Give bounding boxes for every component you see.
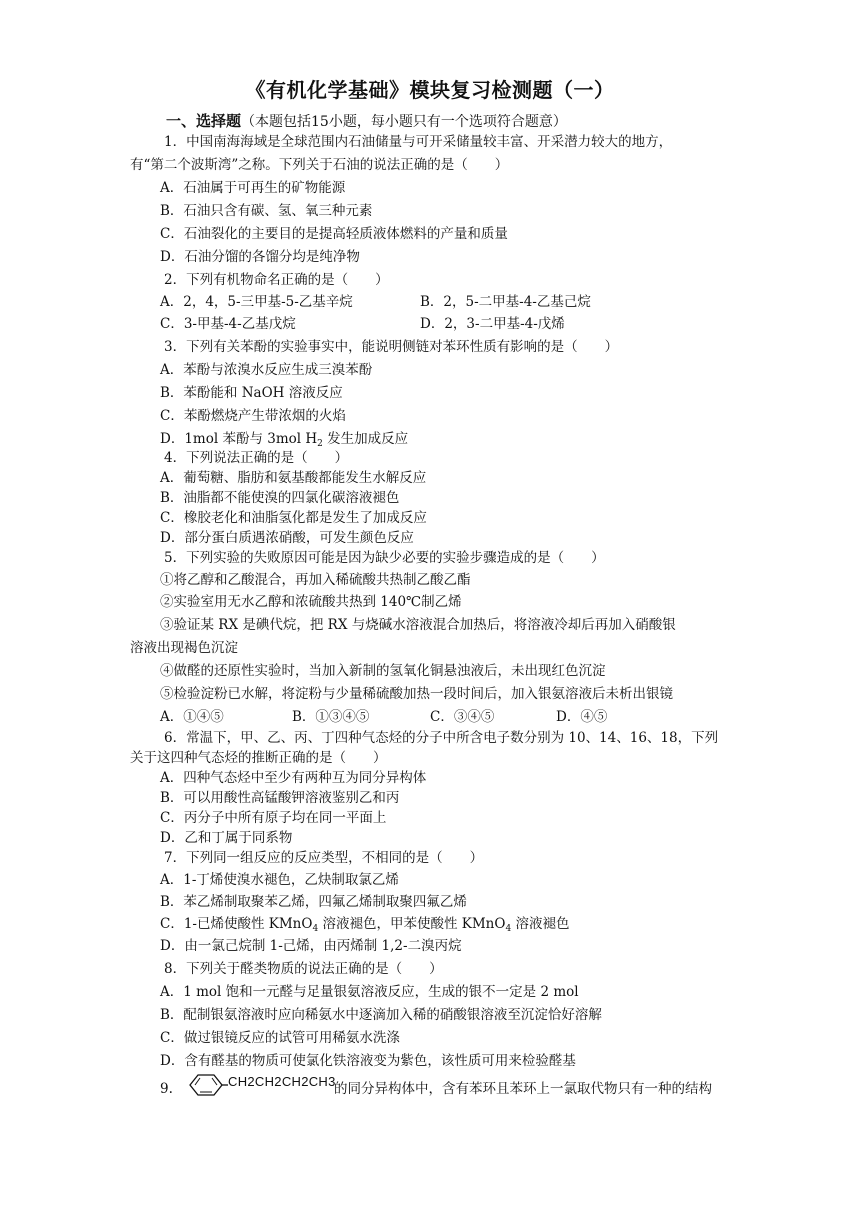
q8-option-c: C．做过银镜反应的试管可用稀氨水洗涤 [160, 1030, 400, 1046]
q2-option-c: C．3-甲基-4-乙基戊烷 [160, 316, 296, 332]
q3-option-d-tail: 发生加成反应 [322, 431, 409, 447]
q7-option-d: D．由一氯己烷制 1-己烯，由丙烯制 1,2-二溴丙烷 [160, 938, 462, 954]
q5-item-3-line1: ③验证某 RX 是碘代烷，把 RX 与烧碱水溶液混合加热后，将溶液冷却后再加入硝酸银 [160, 617, 676, 633]
q3-option-c: C．苯酚燃烧产生带浓烟的火焰 [160, 408, 346, 424]
q5-item-2: ②实验室用无水乙醇和浓硫酸共热到 140℃制乙烯 [160, 594, 462, 610]
q6-option-d: D．乙和丁属于同系物 [160, 830, 293, 846]
q5-item-3-line2: 溶液出现褐色沉淀 [130, 640, 238, 656]
q4-option-d: D．部分蛋白质遇浓硝酸，可发生颜色反应 [160, 530, 414, 546]
q6-stem-line2: 关于这四种气态烃的推断正确的是（ ） [130, 750, 387, 766]
section-note: （本题包括15小题，每小题只有一个选项符合题意） [241, 114, 567, 130]
q6-stem-line1: 6．常温下，甲、乙、丙、丁四种气态烃的分子中所含电子数分别为 10、14、16、18，下列 [164, 730, 719, 746]
q1-stem-line2: 有“第二个波斯湾”之称。下列关于石油的说法正确的是（ ） [130, 157, 509, 173]
page-title: 《有机化学基础》模块复习检测题（一） [245, 78, 615, 102]
q5-item-4: ④做醛的还原性实验时，当加入新制的氢氧化铜悬浊液后，未出现红色沉淀 [160, 663, 606, 679]
q6-option-c: C．丙分子中所有原子均在同一平面上 [160, 810, 387, 826]
q7-option-c-tail: 溶液褪色 [511, 916, 570, 932]
q1-option-b: B．石油只含有碳、氢、氧三种元素 [160, 203, 373, 219]
q7-option-b: B．苯乙烯制取聚苯乙烯，四氟乙烯制取聚四氟乙烯 [160, 894, 467, 910]
q4-option-a: A．葡萄糖、脂肪和氨基酸都能发生水解反应 [160, 470, 427, 486]
h2-subscript: 2 [317, 439, 323, 449]
q9-number: 9. [160, 1081, 173, 1097]
q1-option-a: A．石油属于可再生的矿物能源 [160, 180, 346, 196]
q8-option-b: B．配制银氨溶液时应向稀氨水中逐滴加入稀的硝酸银溶液至沉淀恰好溶解 [160, 1007, 602, 1023]
q4-option-b: B．油脂都不能使溴的四氯化碳溶液褪色 [160, 490, 400, 506]
q5-item-1: ①将乙醇和乙酸混合，再加入稀硫酸共热制乙酸乙酯 [160, 572, 471, 588]
q5-item-5: ⑤检验淀粉已水解，将淀粉与少量稀硫酸加热一段时间后，加入银氨溶液后未析出银镜 [160, 686, 673, 702]
q9-stem: 的同分异构体中，含有苯环且苯环上一氯取代物只有一种的结构 [334, 1081, 712, 1097]
q8-option-a: A．1 mol 饱和一元醛与足量银氨溶液反应，生成的银不一定是 2 mol [160, 984, 579, 1000]
q1-option-c: C．石油裂化的主要目的是提高轻质液体燃料的产量和质量 [160, 226, 508, 242]
kmno4-subscript: 4 [505, 924, 512, 934]
section-heading [166, 110, 567, 131]
q5-option-d: D．④⑤ [556, 709, 608, 725]
q4-stem: 4．下列说法正确的是（ ） [164, 450, 349, 466]
q1-option-d: D．石油分馏的各馏分均是纯净物 [160, 249, 360, 265]
q2-option-b: B．2，5-二甲基-4-乙基己烷 [420, 294, 591, 310]
q8-stem: 8．下列关于醛类物质的说法正确的是（ ） [164, 961, 443, 977]
q2-option-d: D．2，3-二甲基-4-戊烯 [420, 316, 565, 332]
q3-stem: 3．下列有关苯酚的实验事实中，能说明侧链对苯环性质有影响的是（ ） [164, 339, 619, 355]
q2-stem: 2．下列有机物命名正确的是（ ） [164, 272, 389, 288]
q2-option-a: A．2，4，5-三甲基-5-乙基辛烷 [160, 294, 353, 310]
q3-option-b: B．苯酚能和 NaOH 溶液反应 [160, 385, 343, 401]
q6-option-b: B．可以用酸性高锰酸钾溶液鉴别乙和丙 [160, 790, 400, 806]
q5-option-c: C．③④⑤ [430, 709, 495, 725]
q5-option-b: B．①③④⑤ [292, 709, 370, 725]
q8-option-d: D．含有醛基的物质可使氯化铁溶液变为紫色，该性质可用来检验醛基 [160, 1053, 576, 1069]
kmno4-subscript: 4 [312, 924, 319, 934]
q5-stem: 5．下列实验的失败原因可能是因为缺少必要的实验步骤造成的是（ ） [164, 550, 605, 566]
q6-option-a: A．四种气态烃中至少有两种互为同分异构体 [160, 770, 427, 786]
q7-option-c-text: C．1-已烯使酸性 KMnO [160, 916, 313, 932]
section-head: 一、选择题 [166, 112, 242, 130]
q7-stem: 7．下列同一组反应的反应类型，不相同的是（ ） [164, 850, 484, 866]
q7-option-c [160, 915, 569, 938]
q9-formula: CH2CH2CH2CH3 [228, 1074, 336, 1089]
q3-option-a: A．苯酚与浓溴水反应生成三溴苯酚 [160, 362, 373, 378]
q4-option-c: C．橡胶老化和油脂氢化都是发生了加成反应 [160, 510, 427, 526]
q7-option-a: A．1-丁烯使溴水褪色，乙炔制取氯乙烯 [160, 872, 399, 888]
q3-option-d-text: D．1mol 苯酚与 3mol H [160, 431, 318, 447]
q1-stem-line1: 1．中国南海海域是全球范围内石油储量与可开采储量较丰富、开采潜力较大的地方， [164, 134, 673, 150]
q5-option-a: A．①④⑤ [160, 709, 224, 725]
q7-option-c-mid: 溶液褪色，甲苯使酸性 KMnO [318, 916, 506, 932]
